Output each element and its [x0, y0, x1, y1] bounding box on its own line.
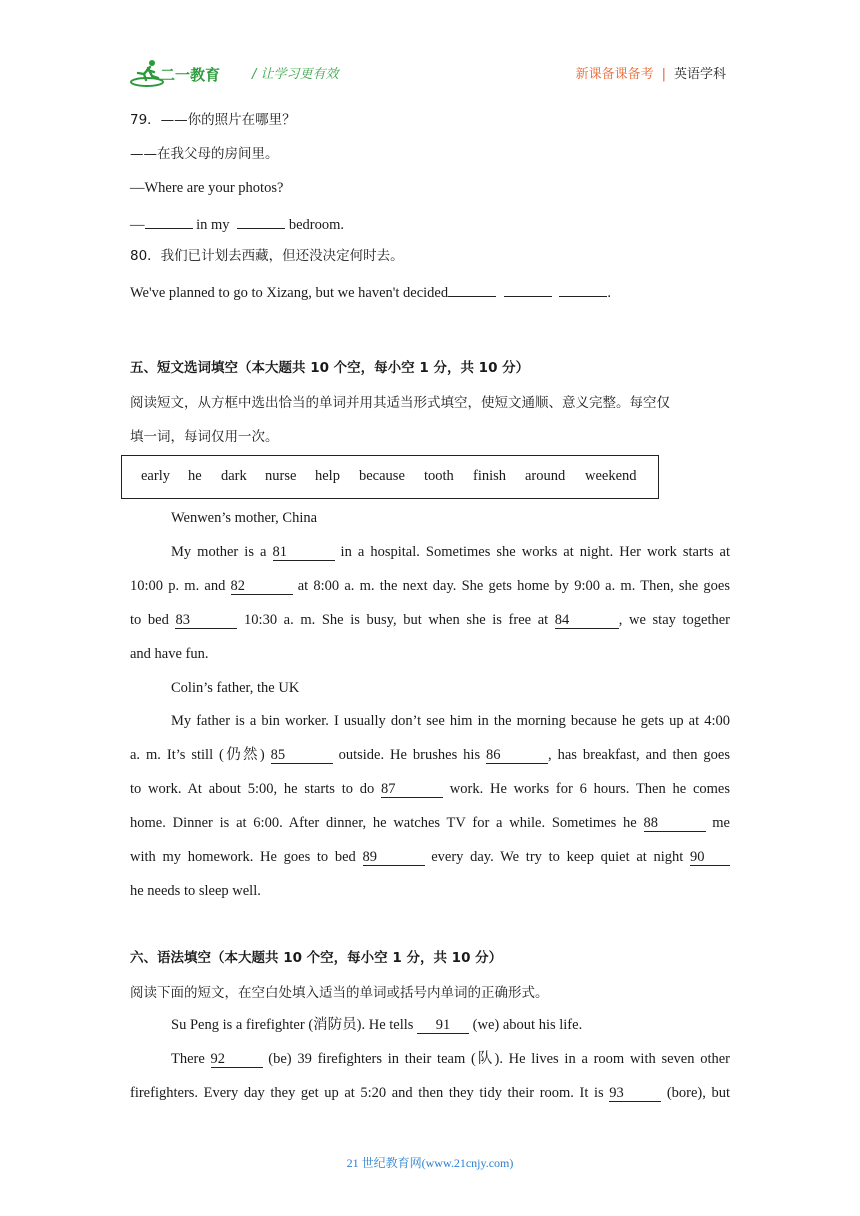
word-bank-item: tooth — [424, 468, 454, 484]
blank-91[interactable]: 91 — [417, 1017, 469, 1034]
text-span: , we stay together — [618, 612, 731, 628]
answer-blank[interactable] — [448, 280, 496, 297]
section6-line — [171, 1015, 582, 1035]
text-span: with my homework. He goes to bed — [130, 849, 363, 865]
answer-blank[interactable] — [145, 212, 193, 229]
page-header — [130, 56, 730, 90]
q79-suffix: bedroom. — [285, 217, 344, 233]
blank-82[interactable]: 82 — [231, 578, 293, 595]
section5-instruction-2: 填一词，每词仅用一次。 — [130, 429, 279, 445]
text-span: Su Peng is a firefighter (消防员). He tells — [171, 1017, 418, 1033]
blank-86[interactable]: 86 — [486, 747, 548, 764]
text-span: in a hospital. Sometimes she works at night. Her work starts at — [334, 544, 730, 560]
blank-93[interactable]: 93 — [609, 1085, 661, 1102]
text-span: to work. At about 5:00, he starts to do — [130, 781, 382, 797]
text-span: (be) 39 firefighters in their team (队). He lives in a room with seven other — [262, 1051, 730, 1067]
header-separator: | — [661, 67, 666, 82]
text-span: My mother is a — [171, 544, 273, 560]
text-span: firefighters. Every day they get up at 5:20 and then they tidy their room. It is — [130, 1085, 610, 1101]
text-span: to bed — [130, 612, 176, 628]
passage2-line — [130, 779, 730, 799]
text-span: every day. We try to keep quiet at night — [424, 849, 690, 865]
logo-text: 二一教育 — [160, 66, 221, 84]
word-bank-item: help — [315, 468, 340, 484]
passage2-title: Colin’s father, the UK — [171, 680, 300, 696]
q80-prefix: We've planned to go to Xizang, but we haven't decided — [130, 285, 449, 301]
blank-87[interactable]: 87 — [381, 781, 443, 798]
q79-mid: in my — [192, 217, 234, 233]
answer-blank[interactable] — [237, 212, 285, 229]
text-span: me — [705, 815, 730, 831]
passage2-line: My father is a bin worker. I usually don’t see him in the morning because he gets up at 4:00 — [171, 713, 730, 729]
text-span: (we) about his life. — [469, 1017, 583, 1033]
answer-blank[interactable] — [559, 280, 607, 297]
word-bank-item: dark — [221, 468, 247, 484]
word-bank-item: finish — [473, 468, 507, 484]
text-span: 10:30 a. m. She is busy, but when she is free at — [237, 612, 555, 628]
section6-line — [130, 1083, 730, 1103]
header-right — [576, 63, 726, 82]
text-span: , has breakfast, and then goes — [548, 747, 730, 763]
passage1-title: Wenwen’s mother, China — [171, 510, 318, 526]
blank-85[interactable]: 85 — [271, 747, 333, 764]
text-span: 10:00 p. m. and — [130, 578, 231, 594]
q79-english-answer — [130, 212, 344, 235]
word-bank-item: early — [141, 468, 170, 484]
section5-title: 五、短文选词填空（本大题共 10 个空，每小空 1 分，共 10 分） — [130, 360, 530, 376]
text-span: a. m. It’s still (仍然) — [130, 747, 271, 763]
section5-instruction-1: 阅读短文，从方框中选出恰当的单词并用其适当形式填空，使短文通顺、意义完整。每空仅 — [130, 395, 670, 411]
word-bank-box — [121, 455, 659, 499]
q79-chinese: 79．——你的照片在哪里？ — [130, 112, 296, 128]
blank-83[interactable]: 83 — [175, 612, 237, 629]
text-span: There — [171, 1051, 211, 1067]
passage1-line — [130, 610, 730, 630]
q80-english — [130, 280, 611, 303]
page-footer: 21 世纪教育网(www.21cnjy.com) — [346, 1156, 514, 1170]
section6-title: 六、语法填空（本大题共 10 个空，每小空 1 分，共 10 分） — [130, 950, 503, 966]
blank-92[interactable]: 92 — [211, 1051, 263, 1068]
blank-88[interactable]: 88 — [644, 815, 706, 832]
section6-instruction: 阅读下面的短文，在空白处填入适当的单词或括号内单词的正确形式。 — [130, 985, 549, 1001]
text-span: (bore), but — [661, 1085, 730, 1101]
logo — [130, 56, 240, 90]
q79-prefix: — — [130, 217, 145, 233]
passage2-line: he needs to sleep well. — [130, 883, 261, 899]
word-bank-item: around — [525, 468, 566, 484]
q79-answer-chinese: ——在我父母的房间里。 — [130, 146, 279, 162]
word-bank-item: because — [359, 468, 405, 484]
passage2-line — [130, 847, 730, 867]
runner-logo-icon — [130, 56, 164, 90]
passage1-line — [130, 576, 730, 596]
passage2-line — [130, 813, 730, 833]
blank-90[interactable]: 90 — [690, 849, 730, 866]
text-span: home. Dinner is at 6:00. After dinner, he watches TV for a while. Sometimes he — [130, 815, 644, 831]
blank-89[interactable]: 89 — [363, 849, 425, 866]
section6-line — [171, 1049, 730, 1069]
text-span: outside. He brushes his — [332, 747, 487, 763]
word-bank-item: he — [188, 468, 202, 484]
word-bank-item: weekend — [585, 468, 637, 484]
word-bank-item: nurse — [265, 468, 297, 484]
text-span: work. He works for 6 hours. Then he comes — [443, 781, 730, 797]
blank-81[interactable]: 81 — [273, 544, 335, 561]
slogan: / 让学习更有效 — [252, 67, 339, 82]
passage1-line: and have fun. — [130, 646, 209, 662]
passage1-line — [171, 542, 730, 562]
header-subject: 英语学科 — [673, 67, 726, 82]
q80-suffix: . — [607, 285, 611, 301]
header-tag: 新课备课备考 — [575, 67, 654, 82]
passage2-line — [130, 745, 730, 765]
text-span: at 8:00 a. m. the next day. She gets home by 9:00 a. m. Then, she goes — [292, 578, 730, 594]
answer-blank[interactable] — [504, 280, 552, 297]
q79-english-question: —Where are your photos? — [130, 180, 284, 196]
q80-chinese: 80．我们已计划去西藏，但还没决定何时去。 — [130, 248, 404, 264]
blank-84[interactable]: 84 — [555, 612, 619, 629]
